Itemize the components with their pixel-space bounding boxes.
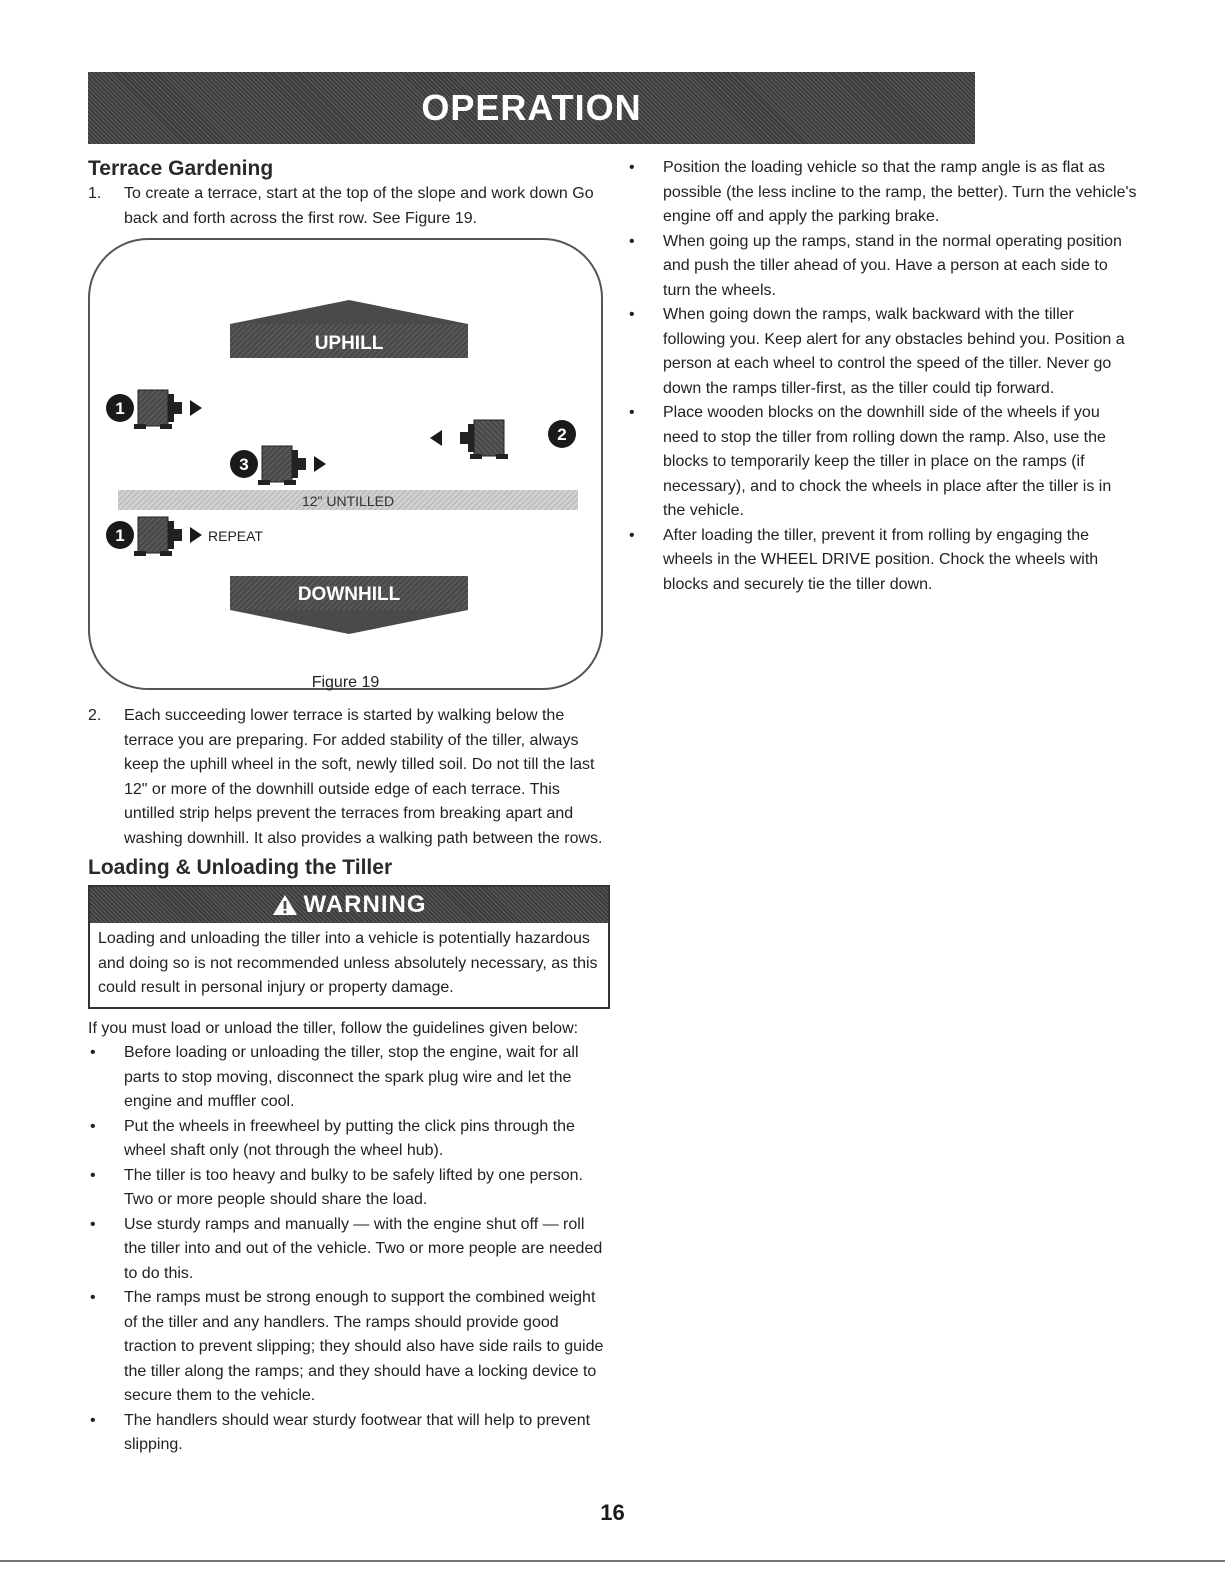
untilled-label: 12" UNTILLED [301, 493, 395, 509]
right-column [627, 156, 1137, 597]
list-item: • The ramps must be strong enough to support the combined weight of the tiller and any handlers. The ramps should provide good traction to prevent slipping; they should also have side rails to guide the tiller along the ramps; and they should have a locking device to secure them to the vehicle. [88, 1286, 610, 1409]
page-number: 16 [600, 1500, 625, 1525]
bullet-icon: • [90, 1166, 96, 1184]
arrow-right-icon [190, 527, 202, 543]
arrow-right-icon [314, 456, 326, 472]
right-bullet-list [627, 156, 1137, 597]
figure-caption: Figure 19 [311, 674, 380, 691]
section-banner [88, 72, 975, 144]
step-2-number: 2. [88, 707, 102, 724]
bullet-icon: • [629, 306, 635, 323]
list-item: • The tiller is too heavy and bulky to be safely lifted by one person. Two or more people should share the load. [88, 1164, 610, 1213]
left-column [88, 156, 610, 231]
step-1-text: To create a terrace, start at the top of the slope and work down Go back and forth across the first row. See Figure 19. [124, 185, 594, 227]
warning-triangle-icon [272, 894, 298, 916]
bullet-icon: • [629, 526, 635, 544]
step-1-number: 1. [88, 185, 102, 202]
svg-text:3: 3 [239, 455, 249, 474]
list-item: • Put the wheels in freewheel by putting the click pins through the wheel shaft only (not through the wheel hub). [88, 1115, 610, 1164]
warning-title: WARNING [303, 891, 427, 918]
uphill-label: UPHILL [314, 333, 384, 354]
list-item: • Before loading or unloading the tiller, stop the engine, wait for all parts to stop moving, disconnect the spark plug wire and let the engine and muffler cool. [88, 1041, 610, 1115]
terrace-heading: Terrace Gardening [88, 157, 274, 180]
left-bullet-list [88, 1041, 610, 1458]
loading-heading: Loading & Unloading the Tiller [88, 856, 393, 879]
list-item: • When going up the ramps, stand in the normal operating position and push the tiller ahead of you. Have a person at each side to turn the wheels. [627, 230, 1137, 304]
bullet-icon: • [90, 1044, 96, 1061]
arrow-left-icon [430, 430, 442, 446]
tiller-icon [460, 420, 508, 459]
left-column-lower [88, 704, 610, 1458]
section-title: OPERATION [421, 87, 642, 128]
arrow-right-icon [190, 400, 202, 416]
bullet-icon: • [90, 1411, 96, 1429]
svg-text:1: 1 [115, 526, 125, 545]
svg-text:1: 1 [115, 399, 125, 418]
list-item: • After loading the tiller, prevent it from rolling by engaging the wheels in the WHEEL DRIVE position. Chock the wheels with blocks and securely tie the tiller down. [627, 524, 1137, 598]
svg-text:2: 2 [557, 425, 567, 444]
step-1 [88, 182, 610, 231]
list-item: • Position the loading vehicle so that the ramp angle is as flat as possible (the less incline to the ramp, the better). Turn the vehicle's engine off and apply the parking brake. [627, 156, 1137, 230]
warning-box [88, 885, 610, 1009]
step-2 [88, 704, 610, 851]
warning-text: Loading and unloading the tiller into a vehicle is potentially hazardous and doing so is not recommended unless absolutely necessary, as this could result in personal injury or property damage. [98, 930, 598, 996]
list-item: • Use sturdy ramps and manually — with the engine shut off — roll the tiller into and out of the vehicle. Two or more people are needed to do this. [88, 1213, 610, 1287]
loading-intro: If you must load or unload the tiller, follow the guidelines given below: [88, 1019, 579, 1037]
list-item: • When going down the ramps, walk backward with the tiller following you. Keep alert for any obstacles behind you. Position a person at each wheel to control the speed of the tiller. Never go down the ramps tiller-first, as the tiller could tip forward. [627, 303, 1137, 401]
list-item: • Place wooden blocks on the downhill side of the wheels if you need to stop the tiller from rolling down the ramp. Also, use the blocks to temporarily keep the tiller in place on the ramps (if necessary), and to chock the wheels in place after the tiller is in the vehicle. [627, 401, 1137, 524]
bullet-icon: • [90, 1117, 96, 1135]
bullet-icon: • [629, 232, 635, 250]
downhill-label: DOWNHILL [297, 584, 401, 605]
tiller-icon [258, 446, 306, 485]
tiller-icon [134, 390, 182, 429]
repeat-label: REPEAT [208, 528, 263, 544]
list-item: • The handlers should wear sturdy footwear that will help to prevent slipping. [88, 1409, 610, 1458]
bottom-rule [0, 1560, 1225, 1562]
bullet-icon: • [629, 159, 635, 176]
warning-header [90, 887, 608, 923]
tiller-icon [134, 517, 182, 556]
bullet-icon: • [90, 1289, 96, 1306]
terrace-diagram [90, 240, 605, 692]
bullet-icon: • [629, 404, 635, 421]
figure-19 [88, 238, 603, 690]
bullet-icon: • [90, 1215, 96, 1233]
uphill-arrow [230, 300, 468, 324]
step-2-text: Each succeeding lower terrace is started by walking below the terrace you are preparing. For added stability of the tiller, always keep the uphill wheel in the soft, newly tilled soil. Do not till the last 12" or more of the downhill outside edge of each terrace. This untilled strip helps prevent the terraces from breaking apart and washing downhill. It also provides a walking path between the rows. [124, 707, 603, 847]
